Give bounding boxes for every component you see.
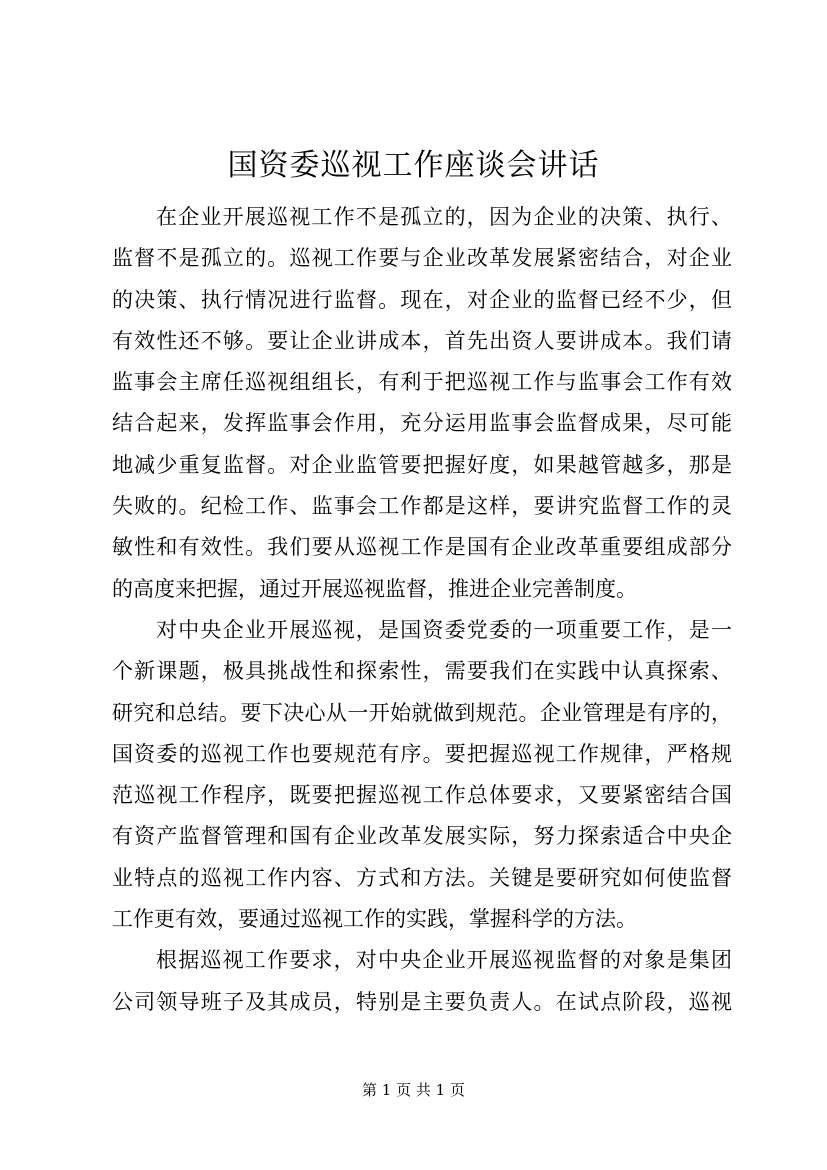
text-line: 的决策、执行情况进行监督。现在，对企业的监督已经不少，但	[112, 287, 732, 312]
text-line: 地减少重复监督。对企业监管要把握好度，如果越管越多，那是	[112, 452, 732, 477]
text-line: 个新课题，极具挑战性和探索性，需要我们在实践中认真探索、	[112, 659, 732, 684]
text-line: 有资产监督管理和国有企业改革发展实际，努力探索适合中央企	[112, 824, 732, 849]
text-line: 的高度来把握，通过开展巡视监督，推进企业完善制度。	[112, 576, 637, 601]
text-line: 在企业开展巡视工作不是孤立的，因为企业的决策、执行、	[156, 205, 732, 229]
text-line: 监督不是孤立的。巡视工作要与企业改革发展紧密结合，对企业	[112, 246, 732, 271]
document-body	[112, 197, 732, 1023]
text-line: 范巡视工作程序，既要把握巡视工作总体要求，又要紧密结合国	[112, 783, 732, 808]
text-line: 监事会主席任巡视组组长，有利于把巡视工作与监事会工作有效	[112, 370, 732, 395]
text-line: 失败的。纪检工作、监事会工作都是这样，要讲究监督工作的灵	[112, 494, 732, 519]
document-title: 国资委巡视工作座谈会讲话	[227, 148, 600, 183]
page-footer: 第 1 页 共 1 页	[362, 1081, 465, 1099]
text-line: 结合起来，发挥监事会作用，充分运用监事会监督成果，尽可能	[112, 411, 732, 436]
text-line: 公司领导班子及其成员，特别是主要负责人。在试点阶段，巡视	[112, 989, 732, 1014]
text-line: 工作更有效，要通过巡视工作的实践，掌握科学的方法。	[112, 907, 637, 932]
text-line: 业特点的巡视工作内容、方式和方法。关键是要研究如何使监督	[112, 865, 732, 890]
text-line: 敏性和有效性。我们要从巡视工作是国有企业改革重要组成部分	[112, 535, 732, 560]
text-line: 研究和总结。要下决心从一开始就做到规范。企业管理是有序的，	[112, 700, 732, 725]
text-line: 国资委的巡视工作也要规范有序。要把握巡视工作规律，严格规	[112, 741, 732, 766]
text-line: 根据巡视工作要求，对中央企业开展巡视监督的对象是集团	[156, 948, 732, 973]
text-line: 有效性还不够。要让企业讲成本，首先出资人要讲成本。我们请	[112, 328, 732, 353]
text-line: 对中央企业开展巡视，是国资委党委的一项重要工作，是一	[156, 617, 732, 642]
